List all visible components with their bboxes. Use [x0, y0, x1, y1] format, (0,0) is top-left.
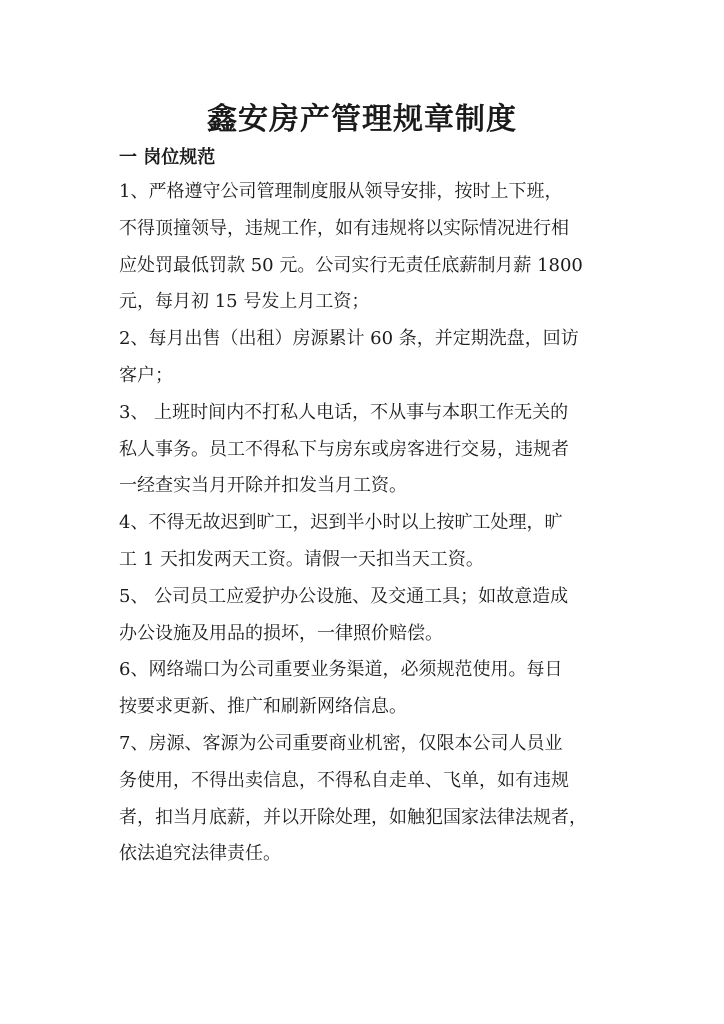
text-line: 4、不得无故迟到旷工，迟到半小时以上按旷工处理，旷 — [119, 512, 563, 534]
text-line: 客户； — [119, 364, 173, 386]
text-line: 私人事务。员工不得私下与房东或房客进行交易，违规者 — [119, 438, 569, 460]
text-line: 依法追究法律责任。 — [119, 843, 281, 865]
text-line: 者，扣当月底薪，并以开除处理，如触犯国家法律法规者， — [119, 806, 587, 828]
text-line: 7、房源、客源为公司重要商业机密，仅限本公司人员业 — [119, 732, 563, 754]
text-line: 按要求更新、推广和刷新网络信息。 — [119, 696, 407, 718]
text-line: 务使用，不得出卖信息，不得私自走单、飞单，如有违规 — [119, 769, 569, 791]
text-line: 6、网络端口为公司重要业务渠道，必须规范使用。每日 — [119, 659, 563, 681]
text-line: 一经查实当月开除并扣发当月工资。 — [119, 475, 407, 497]
section-heading: 一 岗位规范 — [119, 147, 216, 168]
text-line: 应处罚最低罚款 50 元。公司实行无责任底薪制月薪 1800 — [119, 254, 583, 276]
text-line: 元，每月初 15 号发上月工资； — [119, 291, 370, 313]
text-line: 不得顶撞领导，违规工作，如有违规将以实际情况进行相 — [119, 217, 569, 239]
text-line: 3、 上班时间内不打私人电话，不从事与本职工作无关的 — [119, 401, 569, 423]
rules-body — [119, 174, 619, 873]
document-title: 鑫安房产管理规章制度 — [207, 102, 517, 137]
text-line: 1、严格遵守公司管理制度服从领导安排，按时上下班， — [119, 181, 563, 202]
text-line: 办公设施及用品的损坏，一律照价赔偿。 — [119, 622, 443, 644]
text-line: 工 1 天扣发两天工资。请假一天扣当天工资。 — [119, 548, 484, 570]
text-line: 5、 公司员工应爱护办公设施、及交通工具；如故意造成 — [119, 585, 569, 607]
text-line: 2、每月出售（出租）房源累计 60 条，并定期洗盘，回访 — [119, 328, 579, 350]
